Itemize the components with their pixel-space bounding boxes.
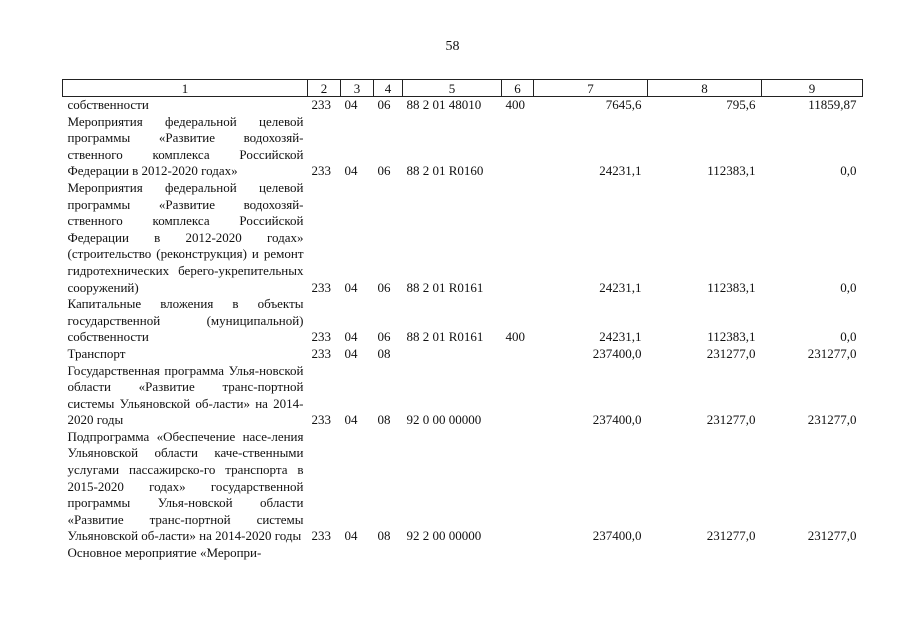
row-amount-3: 231277,0 [807,345,857,361]
row-target-article [403,545,502,562]
row-subsection-code: 06 [377,329,391,345]
table-body [63,97,863,562]
row-subsection-code [374,545,403,562]
row-expense-type: 400 [505,329,525,345]
row-amount-1: 24231,1 [599,329,642,345]
header-col-6: 6 [502,80,534,97]
row-amount-1: 237400,0 [592,345,642,361]
row-section-code: 04 [344,412,358,428]
row-name: Основное мероприятие «Меропри- [67,545,262,561]
row-name: Мероприятия федеральной целевой программы «Развитие водохозяй-ственного комплекса Российской Федерации в 2012-2020 годах» [67,113,304,179]
row-ministry-code [308,545,341,562]
row-amount-3 [762,545,863,562]
row-section-code: 04 [344,279,358,295]
row-amount-1: 7645,6 [605,97,642,112]
row-subsection-code: 06 [377,279,391,295]
row-section-code: 04 [344,329,358,345]
row-expense-type [502,180,534,296]
row-ministry-code: 233 [311,279,331,295]
row-target-article: 88 2 01 R0160 [406,163,484,179]
row-subsection-code: 08 [377,345,391,361]
row-amount-1: 24231,1 [599,279,642,295]
row-amount-1: 237400,0 [592,528,642,544]
table-row [63,97,863,114]
row-expense-type [502,346,534,363]
table-row [63,114,863,180]
row-amount-2: 231277,0 [706,345,756,361]
row-amount-2 [648,545,762,562]
table-row [63,296,863,346]
row-amount-3: 11859,87 [808,97,857,112]
row-ministry-code: 233 [311,163,331,179]
table-row [63,180,863,296]
row-section-code: 04 [344,345,358,361]
row-amount-3: 0,0 [840,163,857,179]
row-amount-2: 231277,0 [706,412,756,428]
row-amount-2: 112383,1 [707,163,756,179]
row-subsection-code: 06 [377,97,391,112]
row-target-article: 88 2 01 R0161 [406,329,484,345]
row-expense-type [502,429,534,545]
header-col-7: 7 [534,80,648,97]
budget-table [62,79,863,562]
table-row [63,429,863,545]
row-section-code: 04 [344,97,358,112]
row-name: собственности [67,97,149,112]
header-row [63,80,863,97]
row-target-article: 88 2 01 48010 [406,97,482,112]
header-col-1: 1 [63,80,308,97]
row-ministry-code: 233 [311,412,331,428]
row-ministry-code: 233 [311,528,331,544]
header-col-2: 2 [308,80,341,97]
row-amount-1: 24231,1 [599,163,642,179]
row-ministry-code: 233 [311,97,331,112]
header-col-4: 4 [374,80,403,97]
row-amount-2: 112383,1 [707,329,756,345]
row-amount-2: 112383,1 [707,279,756,295]
row-ministry-code: 233 [311,345,331,361]
row-name: Транспорт [67,345,126,361]
header-col-9: 9 [762,80,863,97]
row-amount-3: 231277,0 [807,528,857,544]
row-ministry-code: 233 [311,329,331,345]
page-number: 58 [445,39,460,54]
row-amount-1 [534,545,648,562]
row-subsection-code: 08 [377,528,391,544]
table-row [63,346,863,363]
row-expense-type [502,114,534,180]
row-section-code [341,545,374,562]
row-target-article [403,346,502,363]
row-amount-2: 795,6 [726,97,756,112]
row-target-article: 88 2 01 R0161 [406,279,484,295]
row-section-code: 04 [344,163,358,179]
row-amount-1: 237400,0 [592,412,642,428]
row-name: Государственная программа Улья-новской области «Развитие транс-портной системы Ульяновской об-ласти» на 2014-2020 годы [67,362,304,428]
row-amount-2: 231277,0 [706,528,756,544]
row-amount-3: 231277,0 [807,412,857,428]
table-row [63,545,863,562]
table-header [63,80,863,97]
header-col-5: 5 [403,80,502,97]
row-name: Подпрограмма «Обеспечение насе-ления Ульяновской области каче-ственными услугами пассажирско-го транспорта в 2015-2020 годах» государственной программы Улья-новской области «Развитие транс-портной системы Ульяновской об-ласти» на 2014-2020 годы [67,428,304,544]
table-row [63,363,863,429]
row-expense-type [502,363,534,429]
row-target-article: 92 0 00 00000 [406,412,482,428]
row-subsection-code: 06 [377,163,391,179]
row-name: Капитальные вложения в объекты государственной (муниципальной) собственности [67,296,304,345]
header-col-3: 3 [341,80,374,97]
row-target-article: 92 2 00 00000 [406,528,482,544]
row-subsection-code: 08 [377,412,391,428]
row-expense-type: 400 [505,97,525,112]
row-expense-type [502,545,534,562]
row-section-code: 04 [344,528,358,544]
header-col-8: 8 [648,80,762,97]
row-amount-3: 0,0 [840,329,857,345]
row-name: Мероприятия федеральной целевой программы «Развитие водохозяй-ственного комплекса Российской Федерации в 2012-2020 годах» (строительство (реконструкция) и ремонт гидротехнических берего-укрепительных сооружений) [67,179,304,295]
row-amount-3: 0,0 [840,279,857,295]
